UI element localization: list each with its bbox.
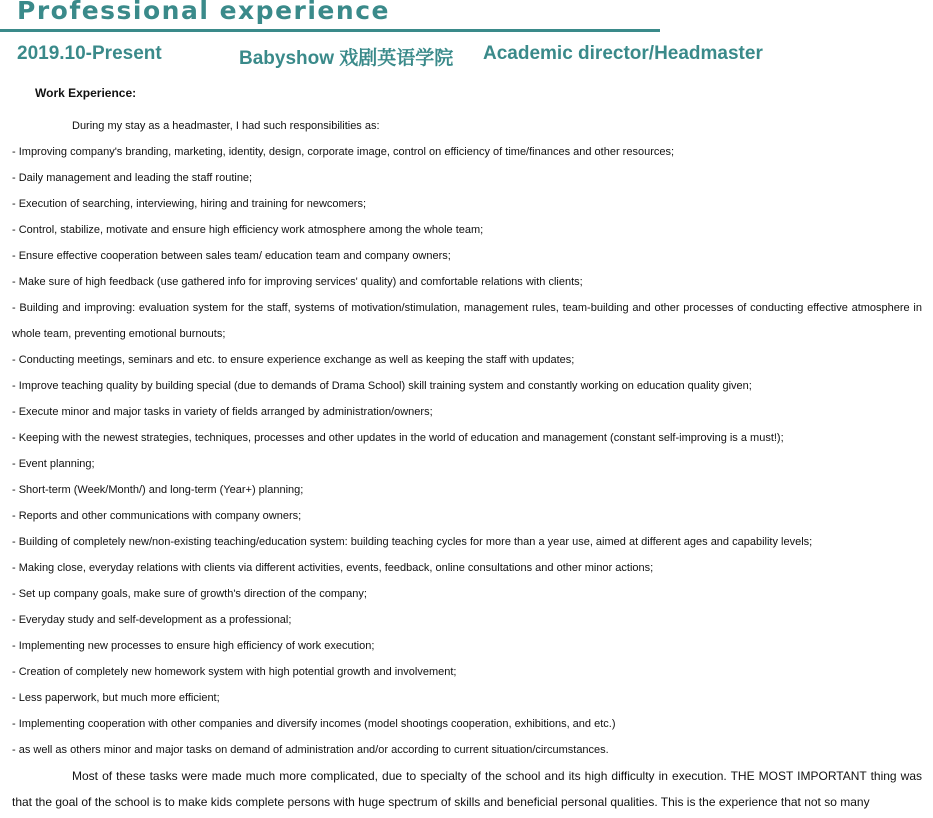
work-experience-heading: Work Experience: [35,86,137,100]
closing-paragraph: Most of these tasks were made much more complicated, due to specialty of the school and its high difficulty in execution. THE MOST IMPORTANT thing was that the goal of the school is to make kids complete persons with huge spectrum of skills and beneficial personal qualities. This is the experience that not so many [12,769,922,809]
list-item: - Control, stabilize, motivate and ensure high efficiency work atmosphere among the whole team; [12,224,484,236]
list-item: - Set up company goals, make sure of growth's direction of the company; [12,588,367,600]
responsibilities-list [12,139,922,763]
list-item: - Less paperwork, but much more efficient; [12,692,220,704]
list-item: - Creation of completely new homework system with high potential growth and involvement; [12,666,457,678]
list-item: - Execute minor and major tasks in variety of fields arranged by administration/owners; [12,406,433,418]
list-item: - Conducting meetings, seminars and etc. to ensure experience exchange as well as keeping the staff with updates; [12,354,575,366]
list-item: - Make sure of high feedback (use gathered info for improving services' quality) and comfortable relations with clients; [12,276,583,288]
job-company: Babyshow 戏剧英语学院 [239,48,454,69]
list-item: - Making close, everyday relations with clients via different activities, events, feedback, online consultations and other minor actions; [12,562,654,574]
section-title: Professional experience [17,0,390,25]
list-item: - Improve teaching quality by building special (due to demands of Drama School) skill training system and constantly working on education quality given; [12,380,752,392]
job-period: 2019.10-Present [17,43,162,64]
list-item: - Event planning; [12,458,95,470]
list-item: - Short-term (Week/Month/) and long-term (Year+) planning; [12,484,304,496]
list-item: - Everyday study and self-development as a professional; [12,614,292,626]
list-item: - Building of completely new/non-existing teaching/education system: building teaching cycles for more than a year use, aimed at different ages and capability levels; [12,536,813,548]
title-underline [0,29,660,32]
list-item: - as well as others minor and major tasks on demand of administration and/or according to current situation/circumstances. [12,744,609,756]
list-item: - Ensure effective cooperation between sales team/ education team and company owners; [12,250,451,262]
list-item: - Reports and other communications with company owners; [12,510,302,522]
intro-text: During my stay as a headmaster, I had such responsibilities as: [72,120,380,132]
list-item: - Implementing new processes to ensure high efficiency of work execution; [12,640,375,652]
list-item: - Building and improving: evaluation system for the staff, systems of motivation/stimulation, management rules, team-building and other processes of conducting effective atmosphere in whole team, preventing emotional burnouts; [12,302,922,340]
list-item: - Daily management and leading the staff routine; [12,172,253,184]
list-item: - Keeping with the newest strategies, techniques, processes and other updates in the world of education and management (constant self-improving is a must!); [12,432,784,444]
list-item: - Implementing cooperation with other companies and diversify incomes (model shootings cooperation, exhibitions, and etc.) [12,718,616,730]
job-role: Academic director/Headmaster [483,43,763,64]
work-experience-content [12,113,922,815]
list-item: - Execution of searching, interviewing, hiring and training for newcomers; [12,198,367,210]
list-item: - Improving company's branding, marketing, identity, design, corporate image, control on efficiency of time/finances and other resources; [12,146,675,158]
